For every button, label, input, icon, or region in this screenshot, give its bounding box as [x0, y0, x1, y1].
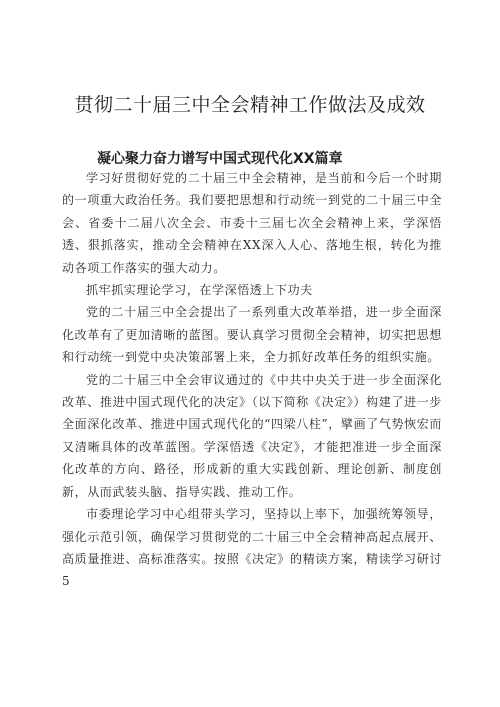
section-heading: 凝心聚力奋力谱写中国式现代化XX篇章	[97, 151, 343, 167]
document-body	[62, 167, 442, 593]
paragraph: 学习好贯彻好党的二十届三中全会精神，是当前和今后一个时期的一项重大政治任务。我们要把思想和行动统一到党的二十届三中全会、省委十二届八次全会、市委十三届七次全会精神上来，学深悟透、狠抓落实，推动全会精神在XX深入人心、落地生根，转化为推动各项工作落实的强大动力。	[62, 171, 442, 275]
paragraph: 市委理论学习中心组带头学习，坚持以上率下，加强统筹领导，强化示范引领，确保学习贯彻党的二十届三中全会精神高起点展开、高质量推进、高标准落实。按照《决定》的精读方案，精读学习研讨5	[62, 507, 442, 589]
document-title: 贯彻二十届三中全会精神工作做法及成效	[74, 94, 426, 116]
paragraph: 党的二十届三中全会审议通过的《中共中央关于进一步全面深化改革、推进中国式现代化的决定》（以下简称《决定》）构建了进一步全面深化改革、推进中国式现代化的“四梁八柱”，擘画了气势恢宏而又清晰具体的改革蓝图。学深悟透《决定》，才能把准进一步全面深化改革的方向、路径，形成新的重大实践创新、理论创新、制度创新，从而武装头脑、指导实践、推动工作。	[62, 372, 442, 499]
subheading-paragraph: 抓牢抓实理论学习，在学深悟透上下功夫	[86, 283, 313, 298]
paragraph: 党的二十届三中全会提出了一系列重大改革举措，进一步全面深化改革有了更加清晰的蓝图。要认真学习贯彻全会精神，切实把思想和行动统一到党中央决策部署上来，全力抓好改革任务的组织实施。	[62, 305, 442, 365]
